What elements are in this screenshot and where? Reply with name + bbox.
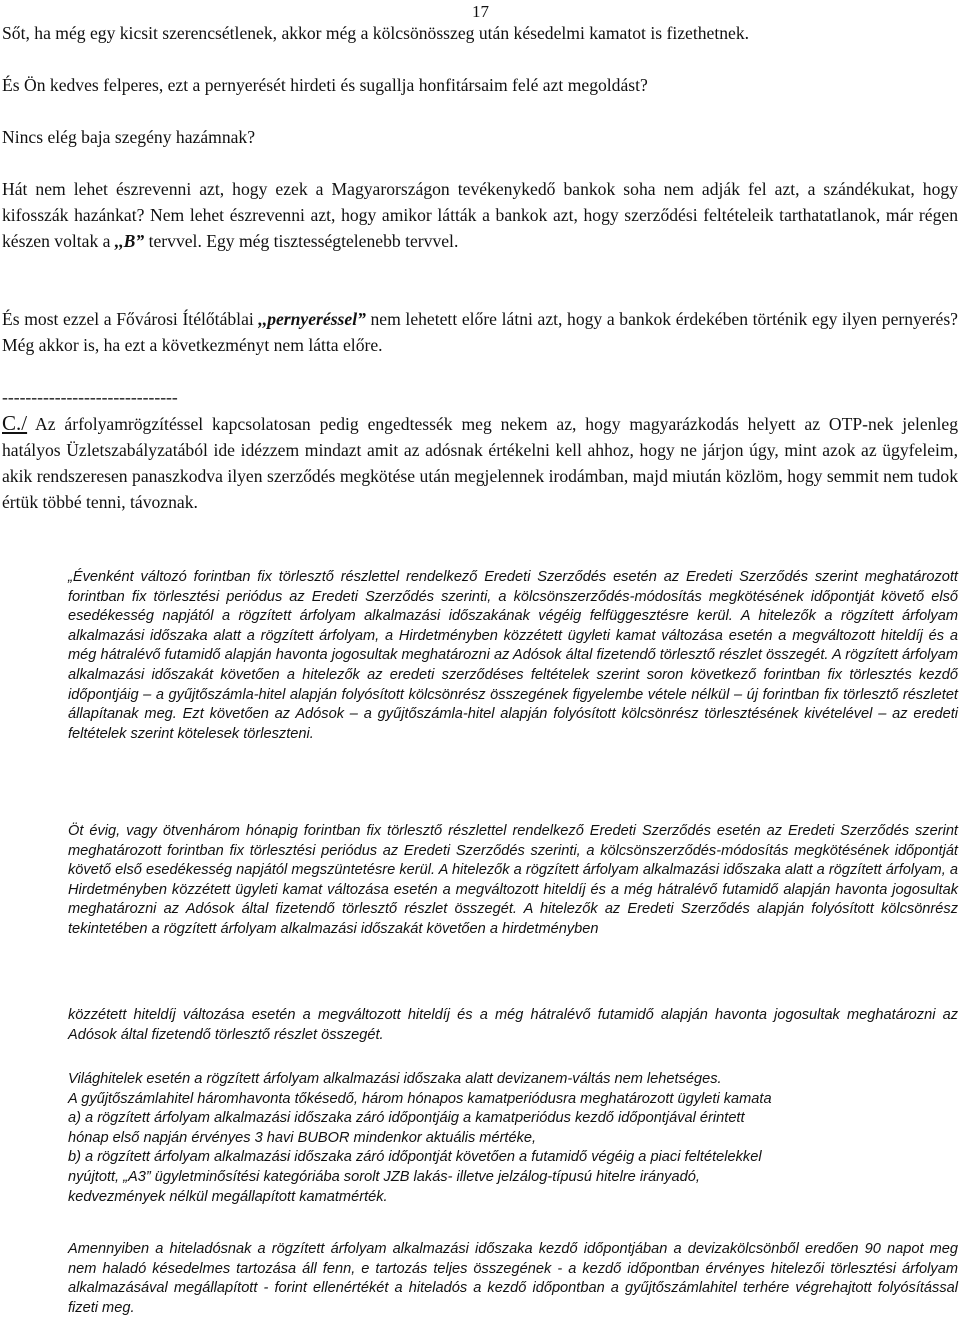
page-number: 17 <box>472 2 489 21</box>
paragraph-court-ruling-end: nem lehetett előre látni azt, hogy a bankok érdekében történik egy ilyen pernyerés? Még akkor is, ha ezt a következményt nem látta előre. <box>2 309 958 355</box>
quote-line: A gyűjtőszámlahitel háromhavonta tőkésedő, három hónapos kamatperiódusra meghatározott ügyleti kamata <box>68 1090 772 1107</box>
quote-line: Világhitelek esetén a rögzített árfolyam alkalmazási időszaka alatt devizanem-váltás nem lehetséges. <box>68 1071 722 1087</box>
quote-world-loans <box>68 1070 958 1207</box>
quote-line: b) a rögzített árfolyam alkalmazási időszaka záró időpontját követően a futamidő végéig a piaci feltételekkel <box>68 1149 762 1166</box>
paragraph-question-plaintiff: És Ön kedves felperes, ezt a pernyerését hirdeti és sugallja honfitársaim felé azt megoldást? <box>2 75 648 95</box>
quote-line: a) a rögzített árfolyam alkalmazási időszaka záró időpontjáig a kamatperiódus kezdő időpontjával érintett <box>68 1110 745 1127</box>
separator-line: ------------------------------ <box>2 387 178 407</box>
paragraph-section-c <box>2 410 958 515</box>
section-marker: C./ <box>2 411 28 435</box>
quote-line: nyújtott, „A3” ügyletminősítési kategóriába sorolt JZB lakás- illetve jelzálog-típusú hitelre irányadó, <box>68 1168 700 1185</box>
paragraph-banks-plan-end: tervvel. Egy még tisztességtelenebb tervvel. <box>144 231 459 251</box>
paragraph-question-homeland: Nincs elég baja szegény hazámnak? <box>2 127 256 147</box>
quote-line: kedvezmények nélkül megállapított kamatmérték. <box>68 1188 388 1205</box>
quote-fee-change: közzétett hiteldíj változása esetén a megváltozott hiteldíj és a még hátralévő futamidő alapján havonta jogosultak meghatározni az Adósok által fizetendő törlesztő részlet összegét. <box>68 1007 958 1043</box>
quote-debtor-arrears: Amennyiben a hiteladósnak a rögzített árfolyam alkalmazási időszaka kezdő időpontjában a devizakölcsönből eredően 90 napot meg nem haladó késedelmes tartozása áll fenn, e tartozás teljes összegének - a kezdő időpontban érvényes hitelezői törlesztési árfolyam alkalmazásával megállapított - forint ellenértékét a hiteladós a kezdő időpontban a gyűjtőszámlahitel terhére végrehajtott folyósítással fizeti meg. <box>68 1241 958 1316</box>
paragraph-court-ruling <box>2 306 958 358</box>
paragraph-interest: Sőt, ha még egy kicsit szerencsétlenek, akkor még a kölcsönösszeg után késedelmi kamatot is fizethetnek. <box>2 23 750 43</box>
pernyeres-emphasis: ,,pernyeréssel” <box>258 309 366 329</box>
paragraph-banks-plan <box>2 176 958 254</box>
quote-annual-variable: „Évenként változó forintban fix törlesztő részlettel rendelkező Eredeti Szerződés esetén az Eredeti Szerződés szerint meghatározott forintban fix törlesztési periódus az Eredeti Szerződés szerinti, a kölcsönszerződés-módosítás megkötésének időpontját követő első esedékesség napjától a rögzített árfolyam alkalmazási időszakának végéig felfüggesztésre kerül. A hitelezők a rögzített árfolyam alkalmazási időszaka alatt a rögzített árfolyam, a Hirdetményben közzétett ügyleti kamat változása esetén a megváltozott hiteldíj és a még hátralévő futamidő alapján havonta jogosultak meghatározni az Adósok által fizetendő törlesztő részlet összegét. A rögzített árfolyam alkalmazási időszakát követően a hitelezők az eredeti szerződéses feltételek szerint soron következő forintban fix törlesztés kezdő időpontjáig – a gyűjtőszámla-hitel alapján folyósított kölcsönrész összegének figyelembe vétele nélkül – új forintban fix törlesztő részletet állapítanak meg. Ezt követően az Adósok – a gyűjtőszámla-hitel alapján folyósított kölcsönrész törlesztésének kivételével – az eredeti feltételek szerint kötelesek törleszteni. <box>68 569 958 742</box>
plan-b-emphasis: ,,B” <box>114 231 145 251</box>
paragraph-court-ruling-text: És most ezzel a Fővárosi Ítélőtáblai <box>2 309 259 329</box>
paragraph-section-c-text: Az árfolyamrögzítéssel kapcsolatosan pedig engedtessék meg nekem az, hogy magyarázkodás helyett az OTP-nek jelenleg hatályos Üzletszabályzatából ide idézzem mindazt amit az adósnak értékelni kell ahhoz, hogy ne járjon úgy, mint azok az ügyfeleim, akik rendszeresen panaszkodva ilyen szerződés megkötése után megjelennek irodámban, majd miután közlöm, hogy semmit nem tudok értük többé tenni, távoznak. <box>2 414 958 512</box>
paragraph-banks-plan-text: Hát nem lehet észrevenni azt, hogy ezek a Magyarországon tevékenykedő bankok soha nem adják fel azt, a szándékukat, hogy kifosszák hazánkat? Nem lehet észrevenni azt, hogy amikor látták a bankok azt, hogy szerződési feltételeik tarthatatlanok, már régen készen voltak a <box>2 179 958 251</box>
quote-five-years: Öt évig, vagy ötvenhárom hónapig forintban fix törlesztő részlettel rendelkező Eredeti Szerződés esetén az Eredeti Szerződés szerint meghatározott forintban fix törlesztési periódus az Eredeti Szerződés szerinti, a kölcsönszerződés-módosítás megkötésének időpontját követő első esedékesség napjától megszüntetésre kerül. A hitelezők a rögzített árfolyam alkalmazási időszaka alatt a rögzített árfolyam, a Hirdetményben közzétett ügyleti kamat változása esetén a megváltozott hiteldíj és a még hátralévő futamidő alapján havonta jogosultak meghatározni az Adósok által fizetendő törlesztő részlet összegét. A hitelezők az Eredeti Szerződés alapján folyósított kölcsönrész tekintetében a rögzített árfolyam alkalmazási időszakát követően a hirdetményben <box>68 823 958 937</box>
quote-line: hónap első napján érvényes 3 havi BUBOR mindenkor aktuális mértéke, <box>68 1129 537 1146</box>
